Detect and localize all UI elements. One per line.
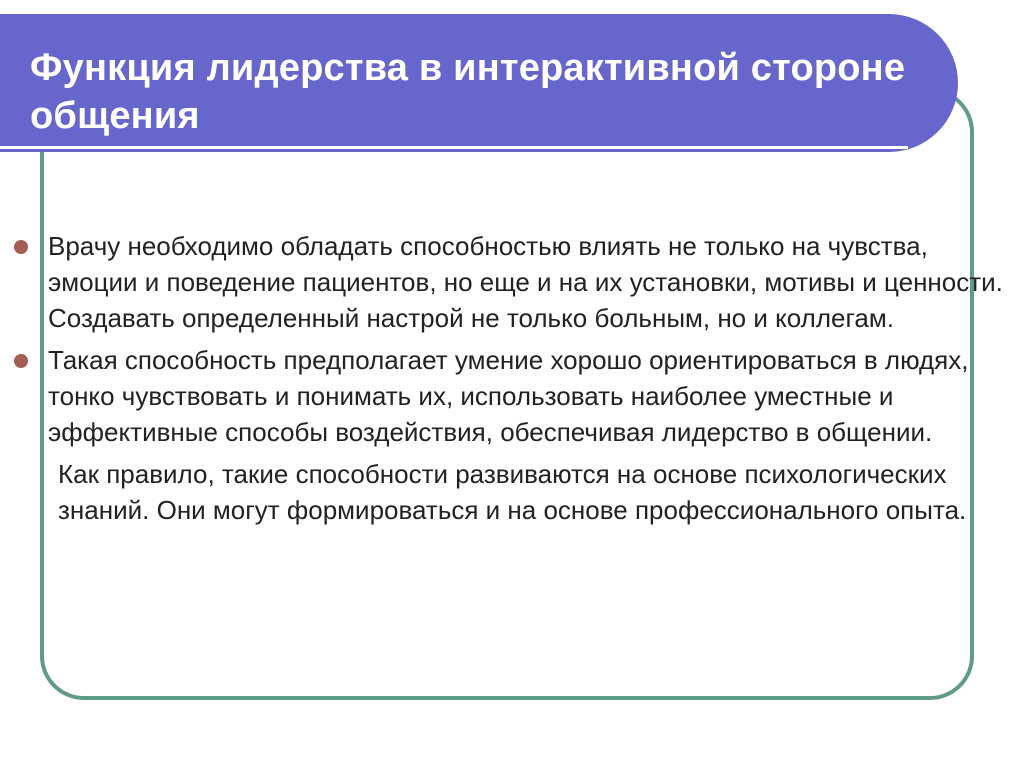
- bullet-item: [14, 342, 1004, 450]
- title-bar: [0, 14, 958, 152]
- bullet-text: Врачу необходимо обладать способностью влиять не только на чувства, эмоции и поведение пациентов, но еще и на их установки, мотивы и ценности. Создавать определенный настрой не только больным, но и коллегам.: [48, 231, 1003, 333]
- slide-title: Функция лидерства в интерактивной стороне общения: [30, 47, 906, 137]
- bullet-item: [14, 228, 1004, 336]
- bullet-text: Такая способность предполагает умение хорошо ориентироваться в людях, тонко чувствовать и понимать их, использовать наиболее уместные и эффективные способы воздействия, обеспечивая лидерство в общении.: [48, 345, 969, 447]
- title-underline: [0, 146, 908, 149]
- plain-paragraph: Как правило, такие способности развиваются на основе психологических знаний. Они могут формироваться и на основе профессионального опыта.: [58, 459, 967, 525]
- bullet-dot-icon: [14, 240, 28, 254]
- slide-body: [14, 228, 1004, 534]
- bullet-dot-icon: [14, 354, 28, 368]
